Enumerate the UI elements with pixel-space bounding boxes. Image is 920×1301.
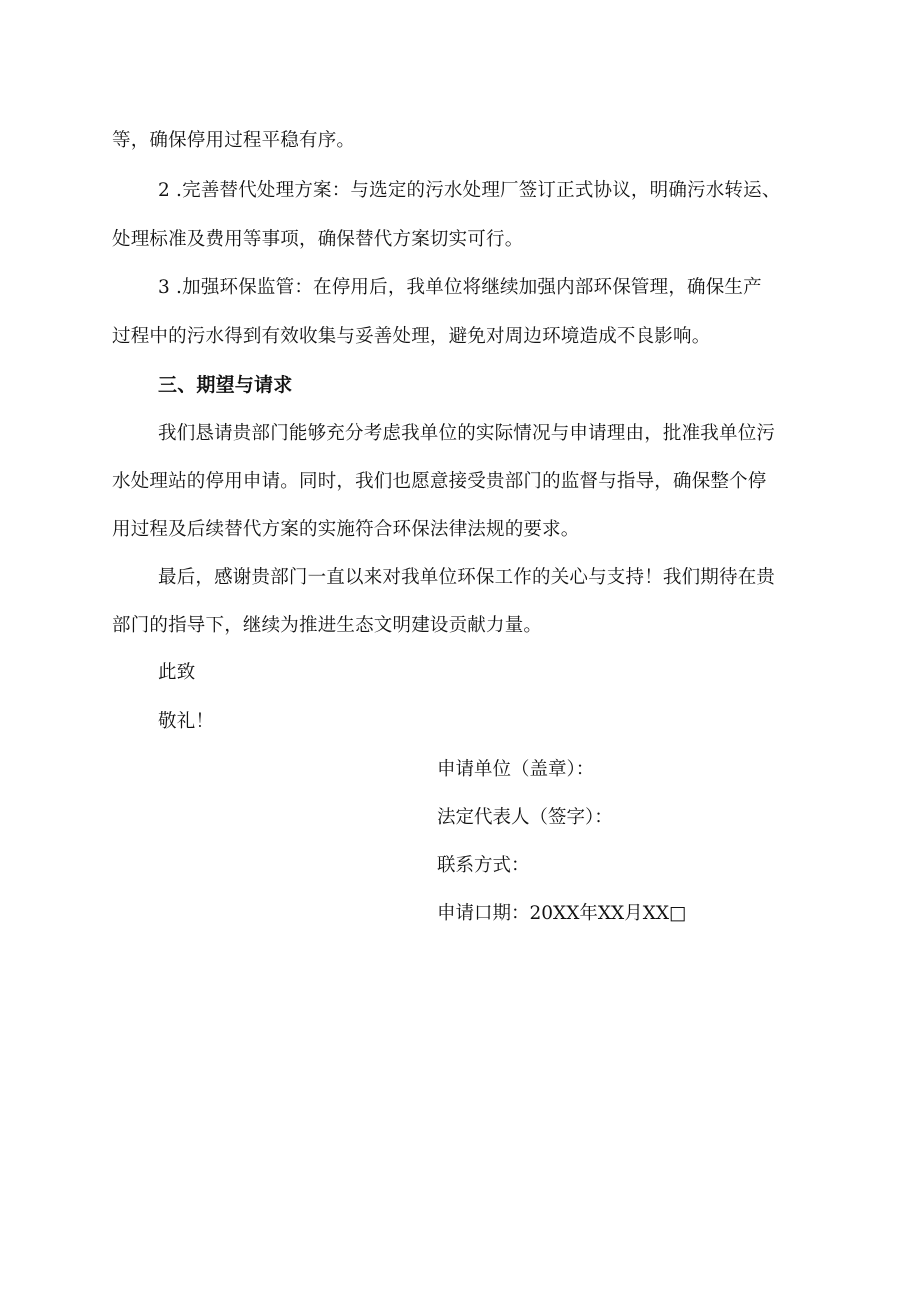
- paragraph-thanks-line-2: 部门的指导下，继续为推进生态文明建设贡献力量。: [112, 615, 543, 636]
- paragraph-request-line-3: 用过程及后续替代方案的实施符合环保法律法规的要求。: [112, 519, 580, 540]
- signature-date: 申请口期：20XX年XX月XX□: [437, 903, 687, 924]
- list-item-2-line-1: 2 .完善替代处理方案：与选定的污水处理厂签订正式协议，明确污水转运、: [158, 180, 781, 201]
- section-heading-expectations: 三、期望与请求: [158, 374, 293, 396]
- list-item-3-line-1: 3 .加强环保监管：在停用后，我单位将继续加强内部环保管理，确保生产: [158, 277, 762, 298]
- closing-regards: 敬礼！: [158, 711, 215, 732]
- signature-applicant-unit: 申请单位（盖章）：: [437, 759, 595, 780]
- closing-salutation: 此致: [158, 662, 196, 683]
- text-line-continuation: 等，确保停用过程平稳有序。: [112, 130, 356, 151]
- signature-contact: 联系方式：: [437, 855, 530, 876]
- list-item-2-line-2: 处理标准及费用等事项，确保替代方案切实可行。: [112, 229, 524, 250]
- paragraph-request-line-2: 水处理站的停用申请。同时，我们也愿意接受贵部门的监督与指导，确保整个停: [112, 471, 767, 492]
- paragraph-thanks-line-1: 最后，感谢贵部门一直以来对我单位环保工作的关心与支持！我们期待在贵: [158, 567, 776, 588]
- signature-legal-representative: 法定代表人（签字）：: [437, 807, 613, 828]
- paragraph-request-line-1: 我们恳请贵部门能够充分考虑我单位的实际情况与申请理由，批准我单位污: [158, 423, 776, 444]
- list-item-3-line-2: 过程中的污水得到有效收集与妥善处理，避免对周边环境造成不良影响。: [112, 326, 711, 347]
